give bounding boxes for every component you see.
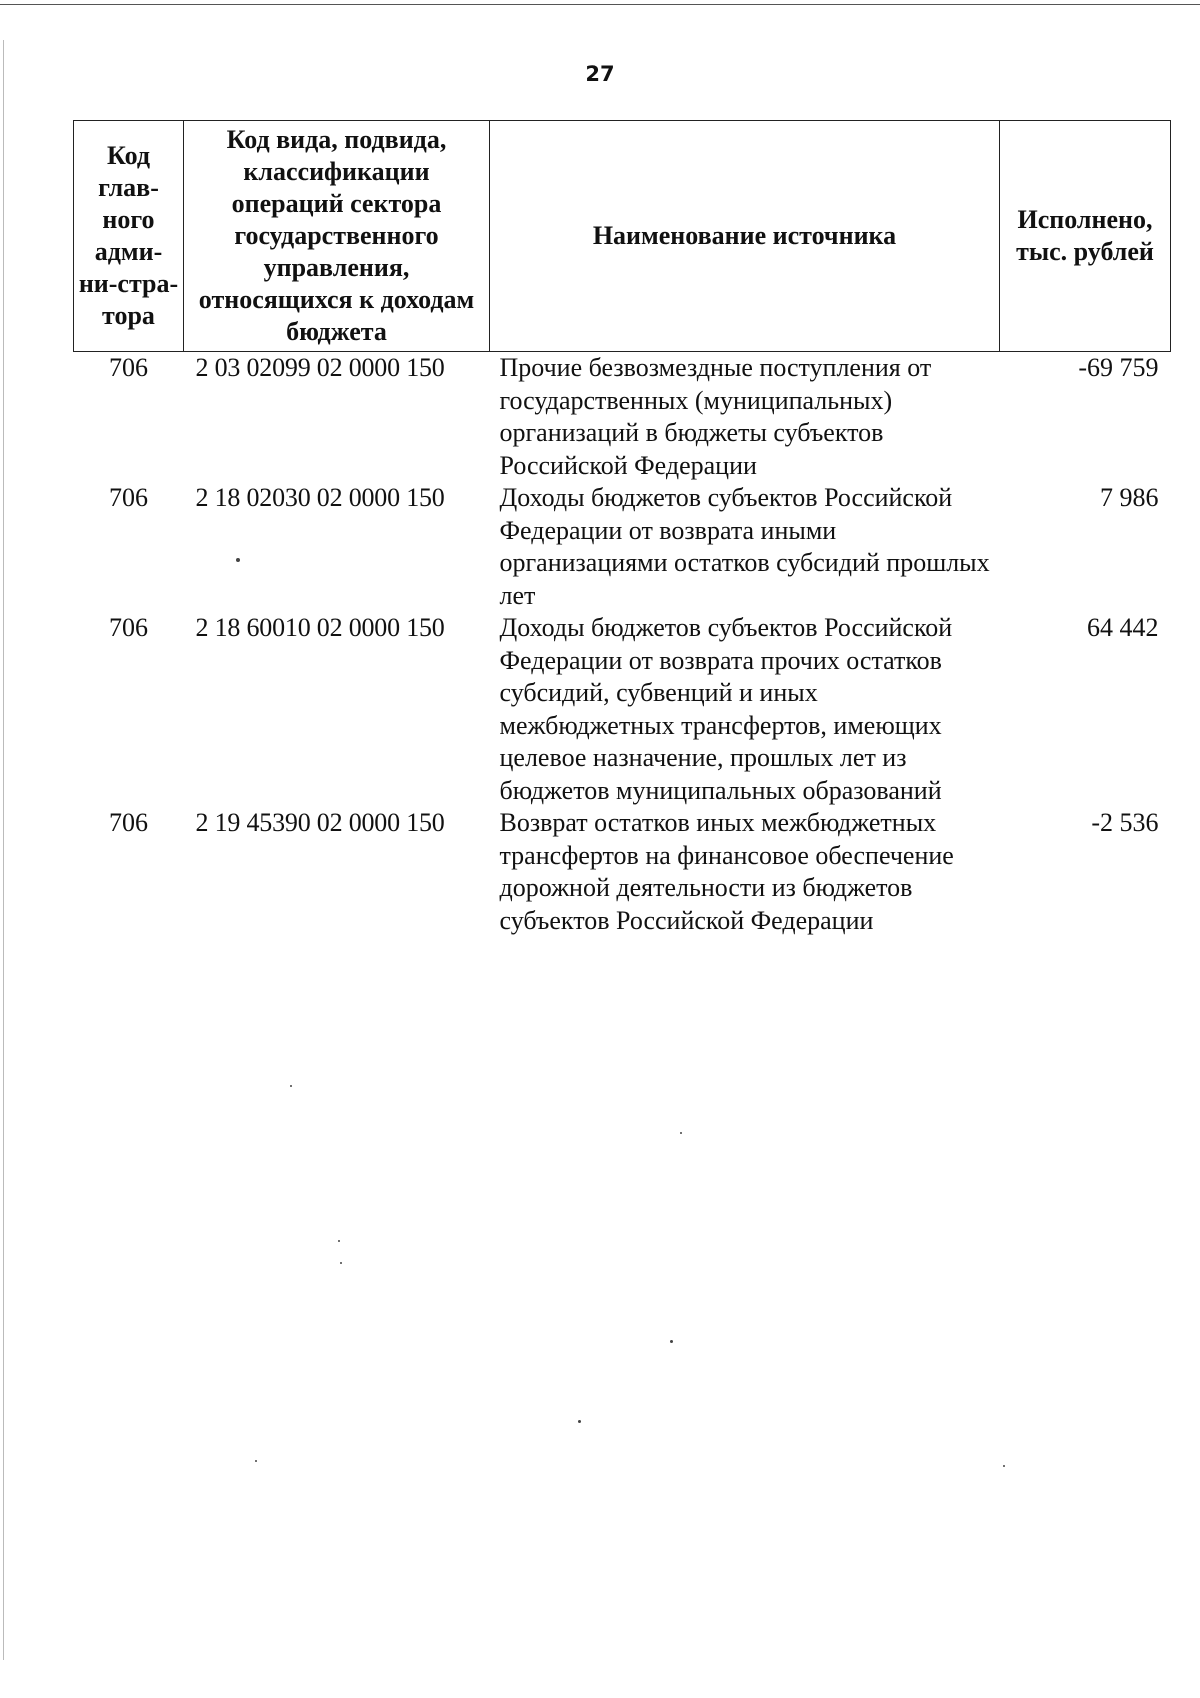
scan-speck [680, 1132, 682, 1134]
scan-speck [670, 1340, 673, 1343]
scan-left-edge [3, 40, 4, 1660]
cell-admin-code: 706 [109, 808, 148, 837]
cell-admin-code: 706 [109, 483, 148, 512]
scan-speck [1003, 1465, 1005, 1467]
scan-speck [578, 1420, 581, 1423]
header-type-code: Код вида, подвида, классификации операций сектора государственного управления, относящихся к доходам бюджета [184, 121, 490, 352]
cell-amount: 7 986 [1100, 483, 1159, 512]
cell-amount: -69 759 [1078, 353, 1159, 382]
table-row [74, 482, 1171, 612]
header-executed: Исполнено, тыс. рублей [1000, 121, 1171, 352]
header-source-name: Наименование источника [490, 121, 1000, 352]
cell-source-name: Возврат остатков иных межбюджетных трансфертов на финансовое обеспечение дорожной деятельности из бюджетов субъектов Российской Федерации [499, 808, 954, 935]
cell-source-name: Прочие безвозмездные поступления от государственных (муниципальных) организаций в бюджеты субъектов Российской Федерации [499, 353, 932, 480]
table-header-row [74, 121, 1171, 352]
cell-source-name: Доходы бюджетов субъектов Российской Федерации от возврата прочих остатков субсидий, субвенций и иных межбюджетных трансфертов, имеющих целевое назначение, прошлых лет из бюджетов муниципальных образований [499, 613, 953, 805]
scan-speck [236, 558, 240, 562]
budget-table [73, 120, 1171, 937]
cell-source-name: Доходы бюджетов субъектов Российской Федерации от возврата иными организациями остатков субсидий прошлых лет [499, 483, 990, 610]
scan-top-edge [0, 4, 1200, 5]
cell-admin-code: 706 [109, 613, 148, 642]
header-admin-code: Код глав-ного адми-ни-стра-тора [74, 121, 184, 352]
table-row [74, 807, 1171, 937]
cell-type-code: 2 03 02099 02 0000 150 [195, 353, 445, 382]
cell-amount: 64 442 [1087, 613, 1159, 642]
cell-admin-code: 706 [109, 353, 148, 382]
table-row [74, 352, 1171, 483]
cell-type-code: 2 18 60010 02 0000 150 [195, 613, 445, 642]
cell-amount: -2 536 [1091, 808, 1159, 837]
scan-speck [255, 1460, 257, 1462]
cell-type-code: 2 19 45390 02 0000 150 [195, 808, 445, 837]
scan-speck [340, 1262, 342, 1264]
table-row [74, 612, 1171, 807]
page-number: 27 [585, 62, 615, 86]
scan-speck [290, 1085, 292, 1087]
cell-type-code: 2 18 02030 02 0000 150 [195, 483, 445, 512]
scan-speck [338, 1240, 340, 1242]
